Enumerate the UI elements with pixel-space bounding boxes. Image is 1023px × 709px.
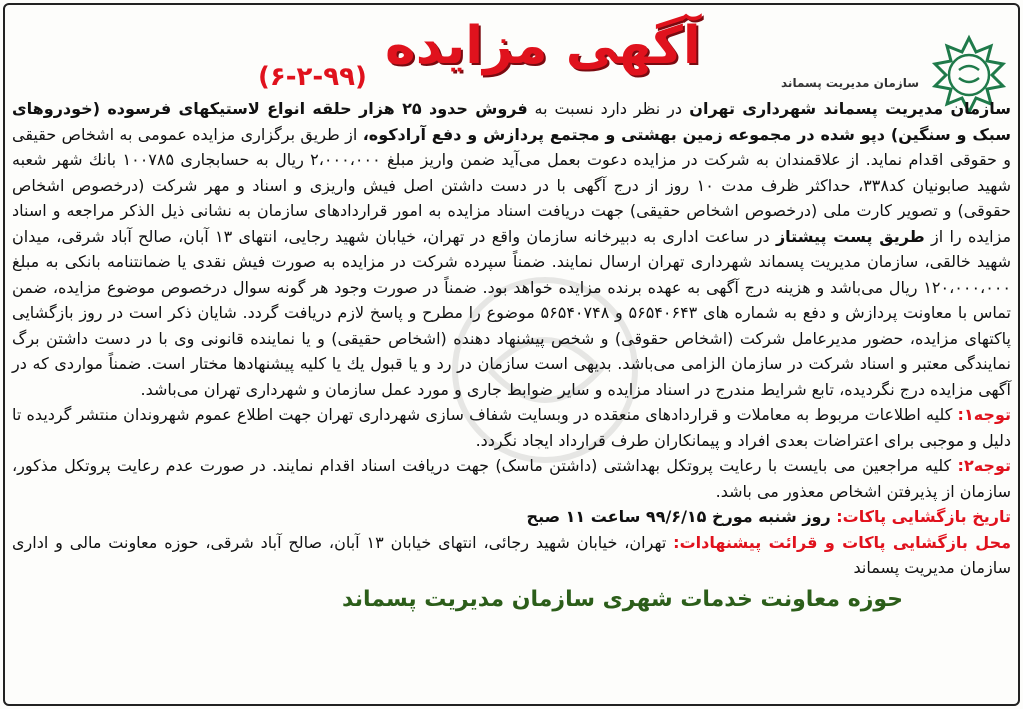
note-1: توجه۱: کلیه اطلاعات مربوط به معاملات و قراردادهای منعقده در وبسایت شفاف سازی شهرداری تهران جهت اطلاع عموم شهروندان منتشر گردیده تا دلیل و موجبی برای اعتراضات بعدی افراد و پیمانکاران طرف قرارداد ایجاد نگردد. [12, 405, 1011, 450]
opening-date: تاریخ بازگشایی پاکات: روز شنبه مورخ ۹۹/۶/۱۵ ساعت ۱۱ صبح [526, 507, 1011, 526]
note-2: توجه۲: کلیه مراجعین می بایست با رعایت پروتکل بهداشتی (داشتن ماسک) جهت دریافت اسناد اقدام نمایند. در صورت عدم رعایت پروتکل مذکور، سازمان از پذیرفتن اشخاص معذور می باشد. [12, 456, 1011, 501]
ad-number: (۶-۲-۹۹) [258, 62, 367, 92]
footer-signature: حوزه معاونت خدمات شهری سازمان مدیریت پسماند [342, 586, 904, 612]
ad-body [12, 96, 1011, 696]
main-paragraph: سازمان مدیریت پسماند شهرداری تهران در نظر دارد نسبت به فروش حدود ۲۵ هزار حلقه انواع لاستیکهای فرسوده (خودروهای سبک و سنگین) دپو شده در مجموعه زمین بهشتی و مجتمع پردازش و دفع آرادکوه، از طریق برگزاری مزایده عمومی به اشخاص حقیقی و حقوقی اقدام نماید. از علاقمندان به شرکت در مزایده دعوت بعمل می‌آید ضمن واریز مبلغ ۲،۰۰۰،۰۰۰ ریال به حسابجاری ۱۰۰۷۸۵ بانك شهر شعبه شهید صابونیان کد۳۳۸، حداکثر ظرف مدت ۱۰ روز از درج آگهی با در دست داشتن اصل فیش واریزی و اسناد و مهر شرکت (درخصوص اشخاص حقوقی) و تصویر کارت ملی (درخصوص اشخاص حقیقی) جهت دریافت اسناد مزایده به امور قراردادهای سازمان به نشانی ذیل الذکر مراجعه و اسناد مزایده را از طریق پست پیشتاز در ساعت اداری به دبیرخانه سازمان واقع در تهران، خیابان شهید رجایی، انتهای ۱۳ آبان، صالح آباد شرقی، میدان شهید خالقی، سازمان مدیریت پسماند شهرداری تهران ارسال نمایند. ضمناً سپرده شرکت در مزایده به صورت فیش نقدی یا ضمانتنامه بانکی به مبلغ ۱۲۰،۰۰۰،۰۰۰ ریال می‌باشد و هزینه درج آگهی به عهده برنده مزایده خواهد بود. ضمناً در صورت وجود هر گونه سوال درخصوص موضوع مزایده، ضمن تماس با معاونت پردازش و دفع به شماره های ۵۶۵۴۰۶۴۳ و ۵۶۵۴۰۷۴۸ موضوع را مطرح و پاسخ لازم دریافت گردد. شایان ذکر است در روز بازگشایی پاکتهای مزایده، حضور مدیرعامل شرکت (اشخاص حقوقی) و شخص پیشنهاد دهنده (اشخاص حقیقی) و یا نماینده قانونی وی با در دست داشتن برگ نمایندگی معتبر و اسناد شرکت در سازمان الزامی می‌باشد. بدیهی است سازمان در رد و یا قبول یك یا كلیه پیشنهادها مختار است. ضمناً مواردی که در آگهی مزایده درج نگردیده، تابع شرایط مندرج در اسناد مزایده و سایر ضوابط جاری و مورد عمل سازمان و شهرداری تهران می‌باشد. [12, 99, 1012, 399]
post-method: طریق پست پیشتاز [775, 226, 925, 246]
sale-subject: فروش حدود ۲۵ هزار حلقه انواع لاستیکهای فرسوده (خودروهای سبک و سنگین) دپو شده در مجموعه زمین بهشتی و مجتمع پردازش و دفع آرادکوه، [12, 99, 1012, 144]
header [0, 6, 1023, 98]
org-intro: سازمان مدیریت پسماند شهرداری تهران [681, 99, 1012, 118]
page-title: آگهی مزایده [385, 16, 701, 76]
org-name: سازمان مدیریت پسماند [781, 76, 919, 90]
opening-location: محل بازگشایی پاکات و قرائت پیشنهادات: تهران، خیابان شهید رجائی، انتهای خیابان ۱۳ آبان، صالح آباد شرقی، حوزه معاونت مالی و اداری سازمان مدیریت پسماند [12, 532, 1012, 577]
